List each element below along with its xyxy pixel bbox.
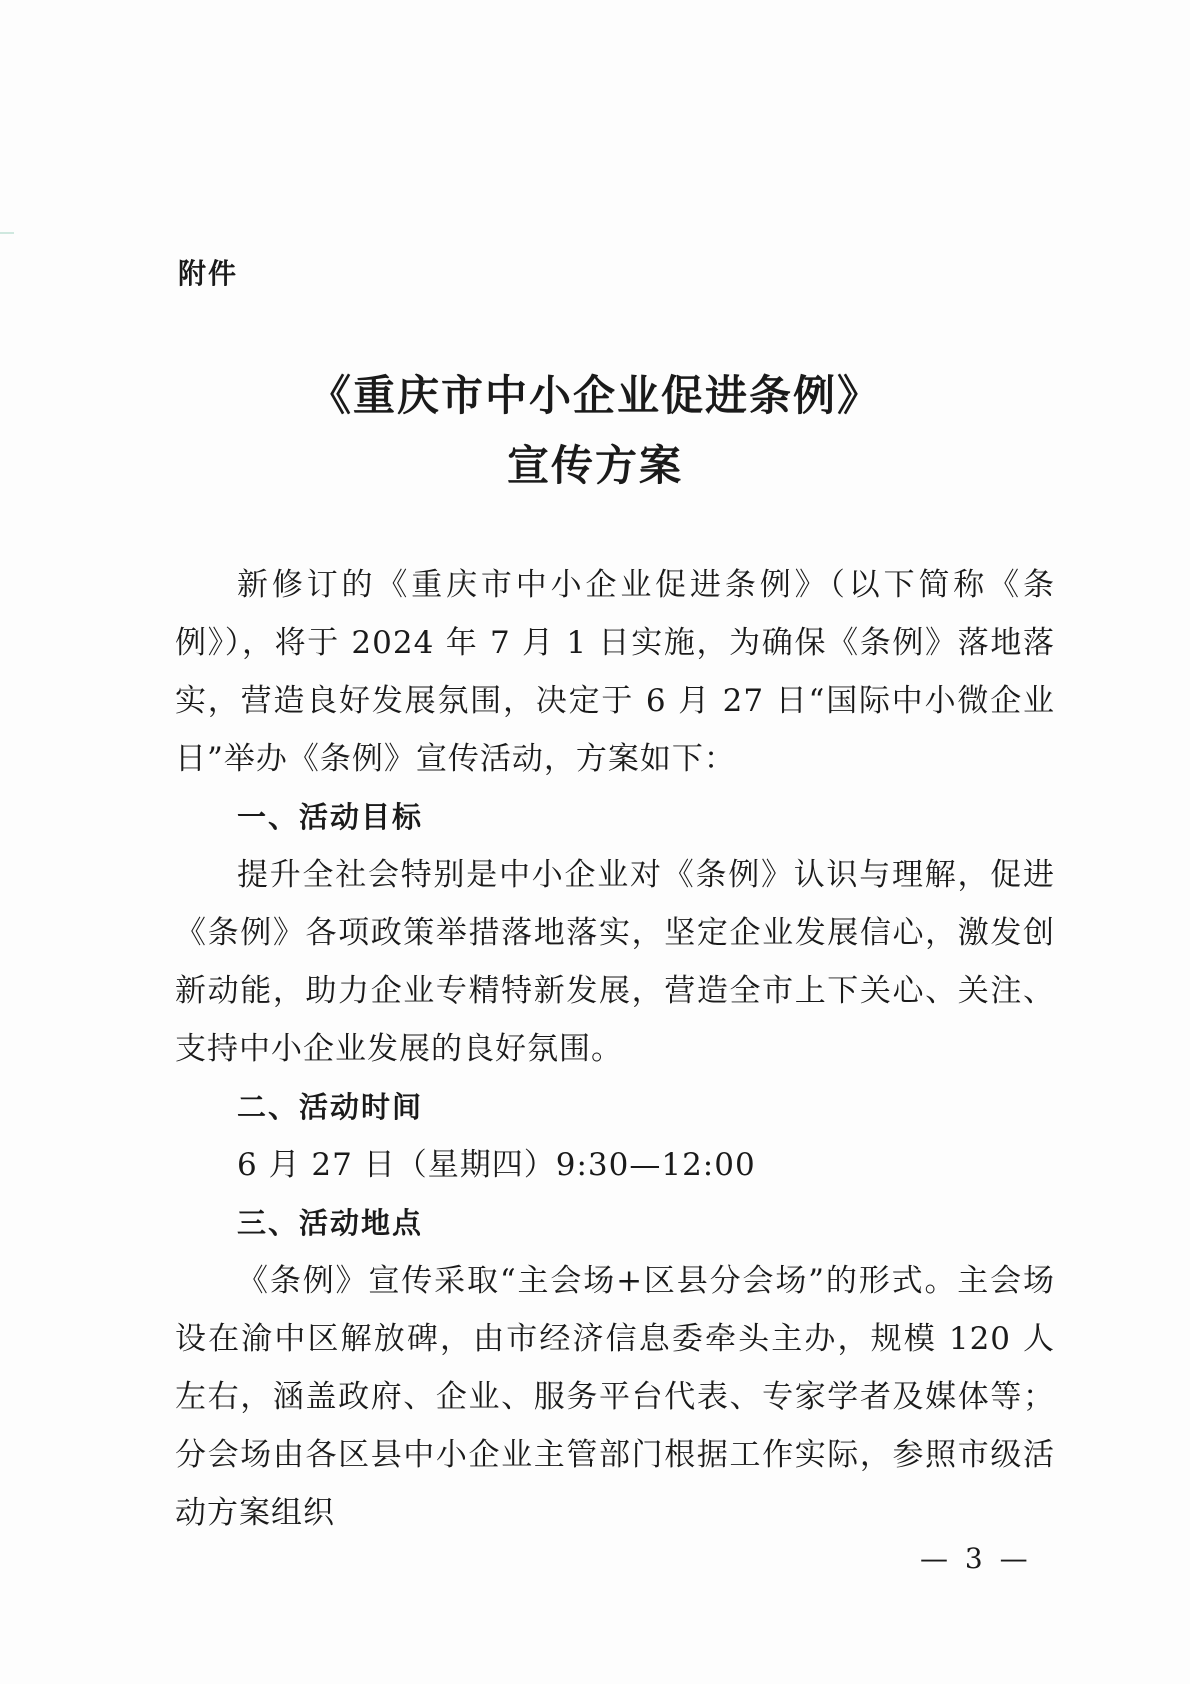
document-title: 《重庆市中小企业促进条例》 [308, 371, 881, 420]
section-heading-time: 二、活动时间 [237, 1090, 424, 1124]
document-body [175, 556, 1055, 1542]
intro-paragraph: 新修订的《重庆市中小企业促进条例》（以下简称《条例》），将于 2024 年 7 月 1 日实施，为确保《条例》落地落实，营造良好发展氛围，决定于 6 月 27 日“国际中小微企业日”举办《条例》宣传活动，方案如下： [175, 567, 1055, 777]
section-heading-location: 三、活动地点 [237, 1206, 424, 1240]
section-heading-goal: 一、活动目标 [237, 800, 424, 834]
attachment-label: 附件 [178, 257, 239, 290]
page-number: — 3 — [920, 1542, 1032, 1575]
document-subtitle: 宣传方案 [506, 441, 683, 490]
section-time-text: 6 月 27 日（星期四）9:30—12:00 [237, 1147, 756, 1183]
margin-mark [0, 232, 14, 234]
section-location-text: 《条例》宣传采取“主会场+区县分会场”的形式。主会场设在渝中区解放碑，由市经济信息委牵头主办，规模 120 人左右，涵盖政府、企业、服务平台代表、专家学者及媒体等；分会场由各区县中小企业主管部门根据工作实际，参照市级活动方案组织 [175, 1263, 1055, 1531]
section-goal-text: 提升全社会特别是中小企业对《条例》认识与理解，促进《条例》各项政策举措落地落实，坚定企业发展信心，激发创新动能，助力企业专精特新发展，营造全市上下关心、关注、支持中小企业发展的良好氛围。 [175, 857, 1055, 1067]
